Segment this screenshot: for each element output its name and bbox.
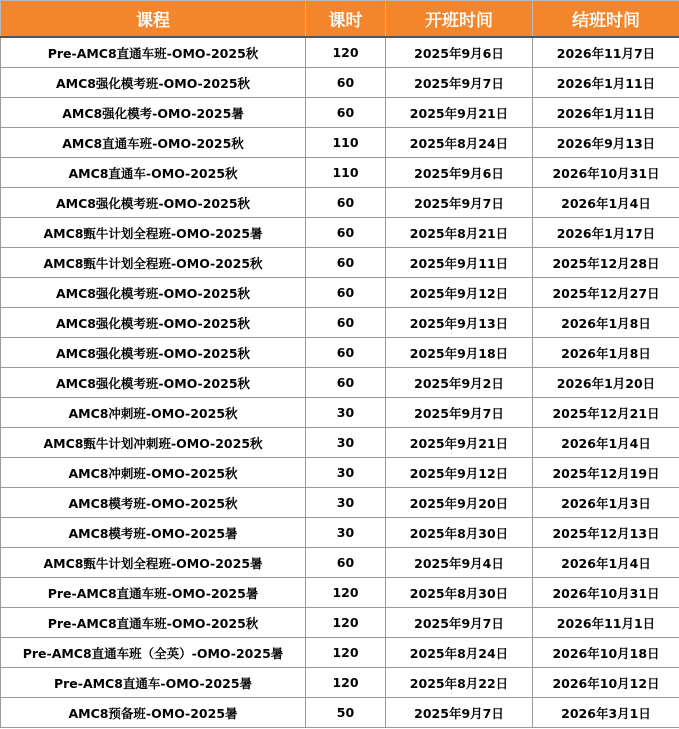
cell-course: AMC8冲刺班-OMO-2025秋 [1,398,306,428]
cell-hours: 60 [306,218,386,248]
cell-end-date: 2025年12月21日 [533,398,679,428]
header-start-date: 开班时间 [386,1,533,38]
cell-hours: 60 [306,548,386,578]
cell-start-date: 2025年9月12日 [386,458,533,488]
header-course: 课程 [1,1,306,38]
cell-course: AMC8甄牛计划全程班-OMO-2025暑 [1,218,306,248]
table-row [1,37,679,68]
cell-start-date: 2025年9月12日 [386,278,533,308]
cell-course: AMC8强化模考班-OMO-2025秋 [1,338,306,368]
cell-hours: 50 [306,698,386,728]
table-row [1,158,679,188]
cell-start-date: 2025年9月21日 [386,428,533,458]
cell-course: AMC8甄牛计划冲刺班-OMO-2025秋 [1,428,306,458]
table-row [1,638,679,668]
cell-hours: 110 [306,128,386,158]
cell-end-date: 2025年12月19日 [533,458,679,488]
table-body [1,37,679,728]
cell-hours: 120 [306,37,386,68]
cell-end-date: 2026年3月1日 [533,698,679,728]
cell-hours: 60 [306,98,386,128]
cell-course: Pre-AMC8直通车班-OMO-2025暑 [1,578,306,608]
cell-course: AMC8强化模考班-OMO-2025秋 [1,188,306,218]
cell-course: AMC8直通车-OMO-2025秋 [1,158,306,188]
table-row [1,188,679,218]
cell-course: AMC8强化模考班-OMO-2025秋 [1,68,306,98]
cell-hours: 30 [306,458,386,488]
cell-start-date: 2025年9月7日 [386,398,533,428]
table-row [1,68,679,98]
cell-end-date: 2026年1月17日 [533,218,679,248]
cell-end-date: 2026年1月4日 [533,548,679,578]
cell-hours: 30 [306,428,386,458]
table-row [1,578,679,608]
cell-course: AMC8强化模考班-OMO-2025秋 [1,278,306,308]
cell-hours: 60 [306,278,386,308]
cell-start-date: 2025年9月7日 [386,698,533,728]
table-row [1,518,679,548]
cell-start-date: 2025年8月21日 [386,218,533,248]
cell-end-date: 2026年1月20日 [533,368,679,398]
cell-start-date: 2025年8月22日 [386,668,533,698]
cell-end-date: 2026年10月18日 [533,638,679,668]
cell-end-date: 2026年1月4日 [533,188,679,218]
cell-end-date: 2025年12月28日 [533,248,679,278]
cell-start-date: 2025年9月7日 [386,188,533,218]
cell-start-date: 2025年9月6日 [386,37,533,68]
cell-course: AMC8强化模考班-OMO-2025秋 [1,368,306,398]
table-row [1,548,679,578]
cell-course: Pre-AMC8直通车班（全英）-OMO-2025暑 [1,638,306,668]
cell-end-date: 2026年1月3日 [533,488,679,518]
cell-hours: 60 [306,248,386,278]
cell-hours: 60 [306,308,386,338]
cell-hours: 60 [306,68,386,98]
cell-start-date: 2025年8月30日 [386,578,533,608]
cell-course: AMC8预备班-OMO-2025暑 [1,698,306,728]
cell-end-date: 2026年11月7日 [533,37,679,68]
cell-hours: 120 [306,608,386,638]
table-row [1,218,679,248]
cell-course: AMC8直通车班-OMO-2025秋 [1,128,306,158]
cell-end-date: 2026年1月8日 [533,338,679,368]
cell-start-date: 2025年9月7日 [386,68,533,98]
cell-hours: 120 [306,668,386,698]
cell-start-date: 2025年8月24日 [386,638,533,668]
table-row [1,428,679,458]
table-row [1,278,679,308]
table-row [1,698,679,728]
cell-hours: 60 [306,188,386,218]
cell-course: AMC8模考班-OMO-2025秋 [1,488,306,518]
table-row [1,308,679,338]
cell-hours: 30 [306,488,386,518]
cell-hours: 30 [306,398,386,428]
table-row [1,98,679,128]
cell-start-date: 2025年9月2日 [386,368,533,398]
cell-hours: 30 [306,518,386,548]
table-row [1,338,679,368]
cell-end-date: 2025年12月27日 [533,278,679,308]
cell-course: AMC8甄牛计划全程班-OMO-2025秋 [1,248,306,278]
cell-course: Pre-AMC8直通车班-OMO-2025秋 [1,608,306,638]
table-row [1,398,679,428]
cell-course: Pre-AMC8直通车-OMO-2025暑 [1,668,306,698]
cell-hours: 60 [306,368,386,398]
header-end-date: 结班时间 [533,1,679,38]
cell-end-date: 2026年10月31日 [533,158,679,188]
cell-end-date: 2026年1月8日 [533,308,679,338]
cell-end-date: 2026年10月31日 [533,578,679,608]
cell-start-date: 2025年9月21日 [386,98,533,128]
cell-start-date: 2025年8月24日 [386,128,533,158]
cell-course: Pre-AMC8直通车班-OMO-2025秋 [1,37,306,68]
table-row [1,458,679,488]
cell-start-date: 2025年9月7日 [386,608,533,638]
cell-start-date: 2025年9月4日 [386,548,533,578]
cell-end-date: 2026年11月1日 [533,608,679,638]
table-row [1,128,679,158]
table-row [1,368,679,398]
cell-hours: 110 [306,158,386,188]
cell-course: AMC8甄牛计划全程班-OMO-2025暑 [1,548,306,578]
cell-start-date: 2025年9月13日 [386,308,533,338]
table-row [1,668,679,698]
cell-end-date: 2026年1月4日 [533,428,679,458]
cell-end-date: 2026年9月13日 [533,128,679,158]
cell-start-date: 2025年9月6日 [386,158,533,188]
header-row [1,1,679,38]
cell-start-date: 2025年9月18日 [386,338,533,368]
cell-course: AMC8模考班-OMO-2025暑 [1,518,306,548]
cell-start-date: 2025年9月20日 [386,488,533,518]
cell-end-date: 2026年1月11日 [533,98,679,128]
cell-end-date: 2025年12月13日 [533,518,679,548]
cell-course: AMC8强化模考-OMO-2025暑 [1,98,306,128]
cell-start-date: 2025年8月30日 [386,518,533,548]
cell-hours: 120 [306,578,386,608]
cell-hours: 120 [306,638,386,668]
table-row [1,608,679,638]
table-row [1,488,679,518]
cell-hours: 60 [306,338,386,368]
cell-course: AMC8强化模考班-OMO-2025秋 [1,308,306,338]
cell-end-date: 2026年10月12日 [533,668,679,698]
cell-end-date: 2026年1月11日 [533,68,679,98]
table-row [1,248,679,278]
header-hours: 课时 [306,1,386,38]
cell-start-date: 2025年9月11日 [386,248,533,278]
cell-course: AMC8冲刺班-OMO-2025秋 [1,458,306,488]
